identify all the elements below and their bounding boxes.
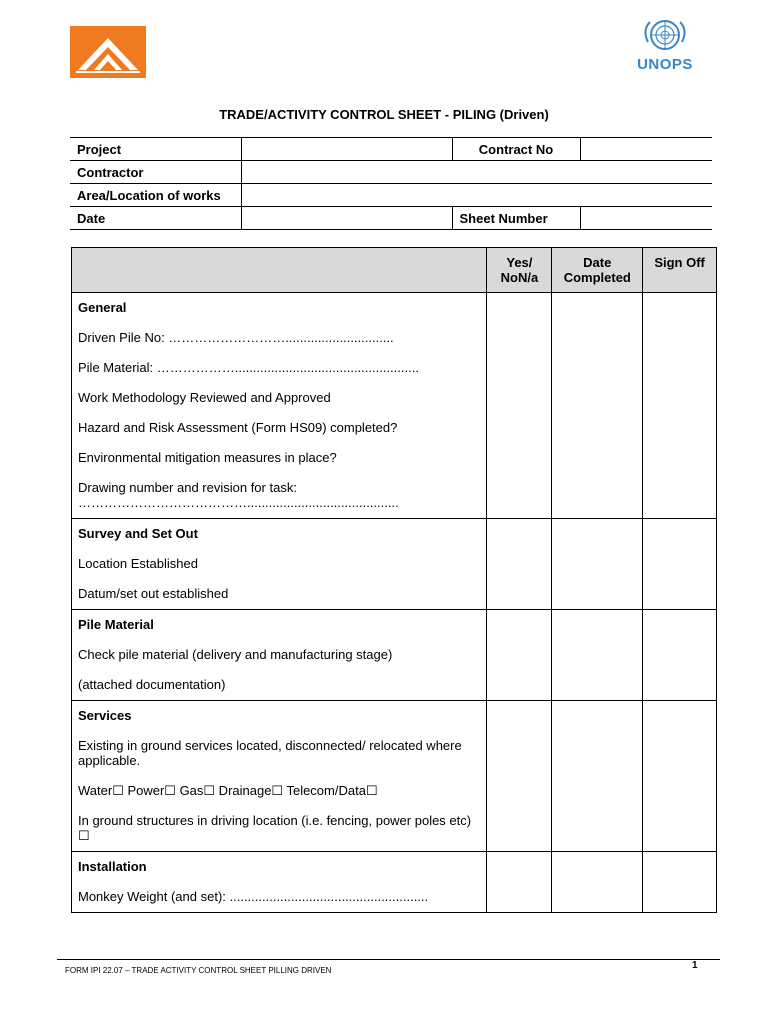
yes-no-cell[interactable] — [487, 852, 552, 913]
unops-logo — [628, 16, 702, 76]
date-completed-cell[interactable] — [552, 519, 643, 610]
project-label: Project — [70, 138, 241, 161]
date-field[interactable] — [241, 207, 452, 230]
column-header-date-completed: Date Completed — [552, 248, 643, 293]
check-item: Drawing number and revision for task: ………………………………….......................................... — [78, 480, 399, 510]
check-item: Pile Material: ………………................................................... — [78, 360, 419, 375]
contractor-field[interactable] — [241, 161, 712, 184]
tent-logo-icon — [70, 26, 146, 78]
date-completed-cell[interactable] — [552, 852, 643, 913]
yes-no-cell[interactable] — [487, 701, 552, 852]
check-item: Check pile material (delivery and manufacturing stage) — [78, 647, 393, 662]
area-label: Area/Location of works — [70, 184, 241, 207]
check-item: (attached documentation) — [78, 677, 226, 692]
date-label: Date — [70, 207, 241, 230]
section-title: General — [78, 300, 127, 315]
date-row — [70, 207, 712, 230]
un-emblem-icon — [628, 16, 702, 56]
check-item: Driven Pile No: ……………………….............................. — [78, 330, 394, 345]
check-item: Work Methodology Reviewed and Approved — [78, 390, 331, 405]
check-item: Water☐ Power☐ Gas☐ Drainage☐ Telecom/Data☐ — [78, 783, 378, 798]
page-number: 1 — [692, 960, 698, 971]
contract-no-label: Contract No — [452, 138, 580, 161]
check-item: In ground structures in driving location (i.e. fencing, power poles etc) ☐ — [78, 813, 472, 843]
check-item: Hazard and Risk Assessment (Form HS09) completed? — [78, 420, 398, 435]
yes-no-cell[interactable] — [487, 293, 552, 519]
section-title: Survey and Set Out — [78, 526, 198, 541]
section-title: Services — [78, 708, 132, 723]
section-general — [72, 293, 487, 519]
area-field[interactable] — [241, 184, 712, 207]
footer-form-reference: FORM IPI 22.07 – TRADE ACTIVITY CONTROL SHEET PILLING DRIVEN — [65, 966, 332, 975]
check-item: Existing in ground services located, disconnected/ relocated where applicable. — [78, 738, 462, 768]
unops-logo-text: UNOPS — [637, 56, 693, 73]
area-row — [70, 184, 712, 207]
project-row — [70, 138, 712, 161]
date-completed-cell[interactable] — [552, 610, 643, 701]
section-pile-material — [72, 610, 487, 701]
date-completed-cell[interactable] — [552, 701, 643, 852]
sign-off-cell[interactable] — [643, 519, 717, 610]
section-row-services — [72, 701, 717, 852]
section-survey — [72, 519, 487, 610]
check-item: Datum/set out established — [78, 586, 229, 601]
sheet-number-label: Sheet Number — [452, 207, 580, 230]
check-item: Environmental mitigation measures in place? — [78, 450, 337, 465]
date-completed-cell[interactable] — [552, 293, 643, 519]
project-info-table — [70, 137, 712, 230]
sheet-number-field[interactable] — [580, 207, 712, 230]
document-title: TRADE/ACTIVITY CONTROL SHEET - PILING (Driven) — [219, 107, 549, 122]
checklist-header-row — [72, 248, 717, 293]
section-services — [72, 701, 487, 852]
contractor-label: Contractor — [70, 161, 241, 184]
contract-no-field[interactable] — [580, 138, 712, 161]
column-header-sign-off: Sign Off — [643, 248, 717, 293]
project-field[interactable] — [241, 138, 452, 161]
section-row-survey — [72, 519, 717, 610]
check-item: Location Established — [78, 556, 198, 571]
section-row-installation — [72, 852, 717, 913]
company-logo — [70, 26, 146, 78]
check-item: Monkey Weight (and set): ....................................................... — [78, 889, 429, 904]
footer-divider — [57, 959, 720, 960]
section-row-pile-material — [72, 610, 717, 701]
column-header-item — [72, 248, 487, 293]
column-header-yes-no: Yes/ NoN/a — [487, 248, 552, 293]
sign-off-cell[interactable] — [643, 852, 717, 913]
yes-no-cell[interactable] — [487, 519, 552, 610]
checklist-table — [71, 247, 717, 913]
sign-off-cell[interactable] — [643, 701, 717, 852]
yes-no-cell[interactable] — [487, 610, 552, 701]
section-title: Pile Material — [78, 617, 154, 632]
section-row-general — [72, 293, 717, 519]
section-title: Installation — [78, 859, 147, 874]
section-installation — [72, 852, 487, 913]
sign-off-cell[interactable] — [643, 610, 717, 701]
contractor-row — [70, 161, 712, 184]
sign-off-cell[interactable] — [643, 293, 717, 519]
